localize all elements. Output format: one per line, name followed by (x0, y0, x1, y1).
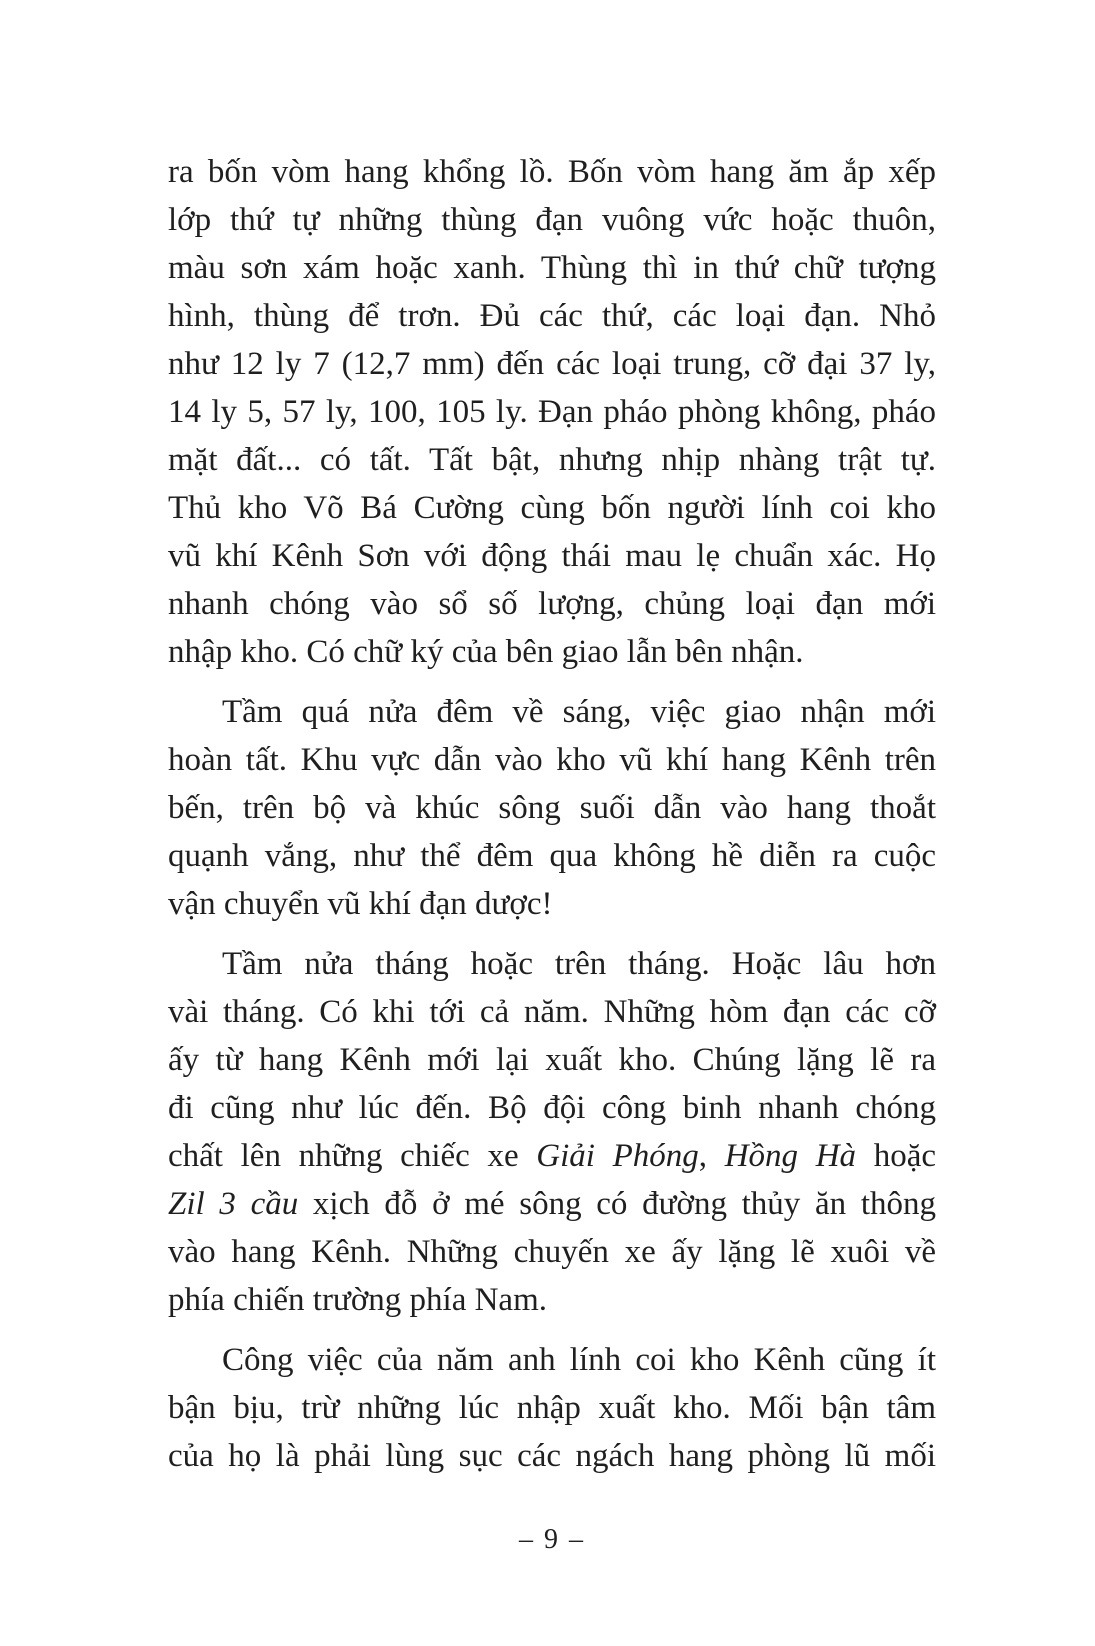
text-segment: Tầm quá nửa đêm về sáng, việc giao nhận mới (222, 694, 936, 730)
text-line (168, 1384, 936, 1432)
text-segment: 14 ly 5, 57 ly, 100, 105 ly. Đạn pháo phòng không, pháo (168, 394, 936, 430)
paragraph (168, 1336, 936, 1480)
text-line (168, 628, 936, 676)
text-line (168, 244, 936, 292)
italic-text-segment: Hồng Hà (724, 1138, 857, 1174)
text-segment: mặt đất... có tất. Tất bật, nhưng nhịp nhàng trật tự. (168, 442, 936, 478)
text-segment: của họ là phải lùng sục các ngách hang phòng lũ mối (168, 1438, 936, 1474)
text-line (168, 196, 936, 244)
page-text (168, 148, 936, 1480)
text-segment: hoặc (856, 1138, 937, 1174)
text-line (168, 1180, 936, 1228)
text-segment: bến, trên bộ và khúc sông suối dẫn vào hang thoắt (168, 790, 936, 826)
text-line (168, 1084, 936, 1132)
text-line (168, 340, 936, 388)
italic-text-segment: Giải Phóng (536, 1138, 699, 1174)
text-line (168, 148, 936, 196)
text-segment: ra bốn vòm hang khổng lồ. Bốn vòm hang ăm ắp xếp (168, 154, 936, 190)
text-line (168, 940, 936, 988)
text-line (168, 988, 936, 1036)
text-segment: đi cũng như lúc đến. Bộ đội công binh nhanh chóng (168, 1090, 936, 1126)
text-line (168, 1276, 936, 1324)
text-segment: Thủ kho Võ Bá Cường cùng bốn người lính coi kho (168, 490, 936, 526)
text-line (168, 436, 936, 484)
text-line (168, 292, 936, 340)
text-segment: Công việc của năm anh lính coi kho Kênh cũng ít (222, 1342, 936, 1378)
paragraph (168, 688, 936, 928)
paragraph (168, 940, 936, 1324)
text-line (168, 736, 936, 784)
text-line (168, 388, 936, 436)
text-line (168, 580, 936, 628)
text-line (168, 1036, 936, 1084)
text-segment: chất lên những chiếc xe (168, 1138, 537, 1174)
text-segment: bận bịu, trừ những lúc nhập xuất kho. Mối bận tâm (168, 1390, 936, 1426)
text-line (168, 1432, 936, 1480)
text-line (168, 532, 936, 580)
text-line (168, 1336, 936, 1384)
text-line (168, 1228, 936, 1276)
text-segment: hoàn tất. Khu vực dẫn vào kho vũ khí hang Kênh trên (168, 742, 936, 778)
text-segment: Tầm nửa tháng hoặc trên tháng. Hoặc lâu hơn (222, 946, 936, 982)
text-segment: nhập kho. Có chữ ký của bên giao lẫn bên nhận. (168, 634, 804, 670)
text-line (168, 1132, 936, 1180)
text-segment: màu sơn xám hoặc xanh. Thùng thì in thứ chữ tượng (168, 250, 936, 286)
text-segment: vận chuyển vũ khí đạn dược! (168, 886, 553, 922)
text-line (168, 784, 936, 832)
text-segment: quạnh vắng, như thể đêm qua không hề diễn ra cuộc (168, 838, 936, 874)
text-line (168, 880, 936, 928)
text-segment: hình, thùng để trơn. Đủ các thứ, các loại đạn. Nhỏ (168, 298, 936, 334)
paragraph (168, 148, 936, 676)
text-segment: , (698, 1138, 725, 1174)
text-line (168, 484, 936, 532)
page-number: – 9 – (519, 1524, 585, 1555)
text-segment: như 12 ly 7 (12,7 mm) đến các loại trung, cỡ đại 37 ly, (168, 346, 936, 382)
text-segment: xịch đỗ ở mé sông có đường thủy ăn thông (298, 1186, 936, 1222)
text-segment: vũ khí Kênh Sơn với động thái mau lẹ chuẩn xác. Họ (168, 538, 936, 574)
text-line (168, 832, 936, 880)
text-segment: phía chiến trường phía Nam. (168, 1282, 547, 1318)
italic-text-segment: Zil 3 cầu (168, 1186, 299, 1222)
text-segment: ấy từ hang Kênh mới lại xuất kho. Chúng lặng lẽ ra (168, 1042, 936, 1078)
text-segment: vào hang Kênh. Những chuyến xe ấy lặng lẽ xuôi về (168, 1234, 936, 1270)
text-segment: lớp thứ tự những thùng đạn vuông vức hoặc thuôn, (168, 202, 936, 238)
text-segment: nhanh chóng vào sổ số lượng, chủng loại đạn mới (168, 586, 936, 622)
text-line (168, 688, 936, 736)
text-segment: vài tháng. Có khi tới cả năm. Những hòm đạn các cỡ (168, 994, 936, 1030)
